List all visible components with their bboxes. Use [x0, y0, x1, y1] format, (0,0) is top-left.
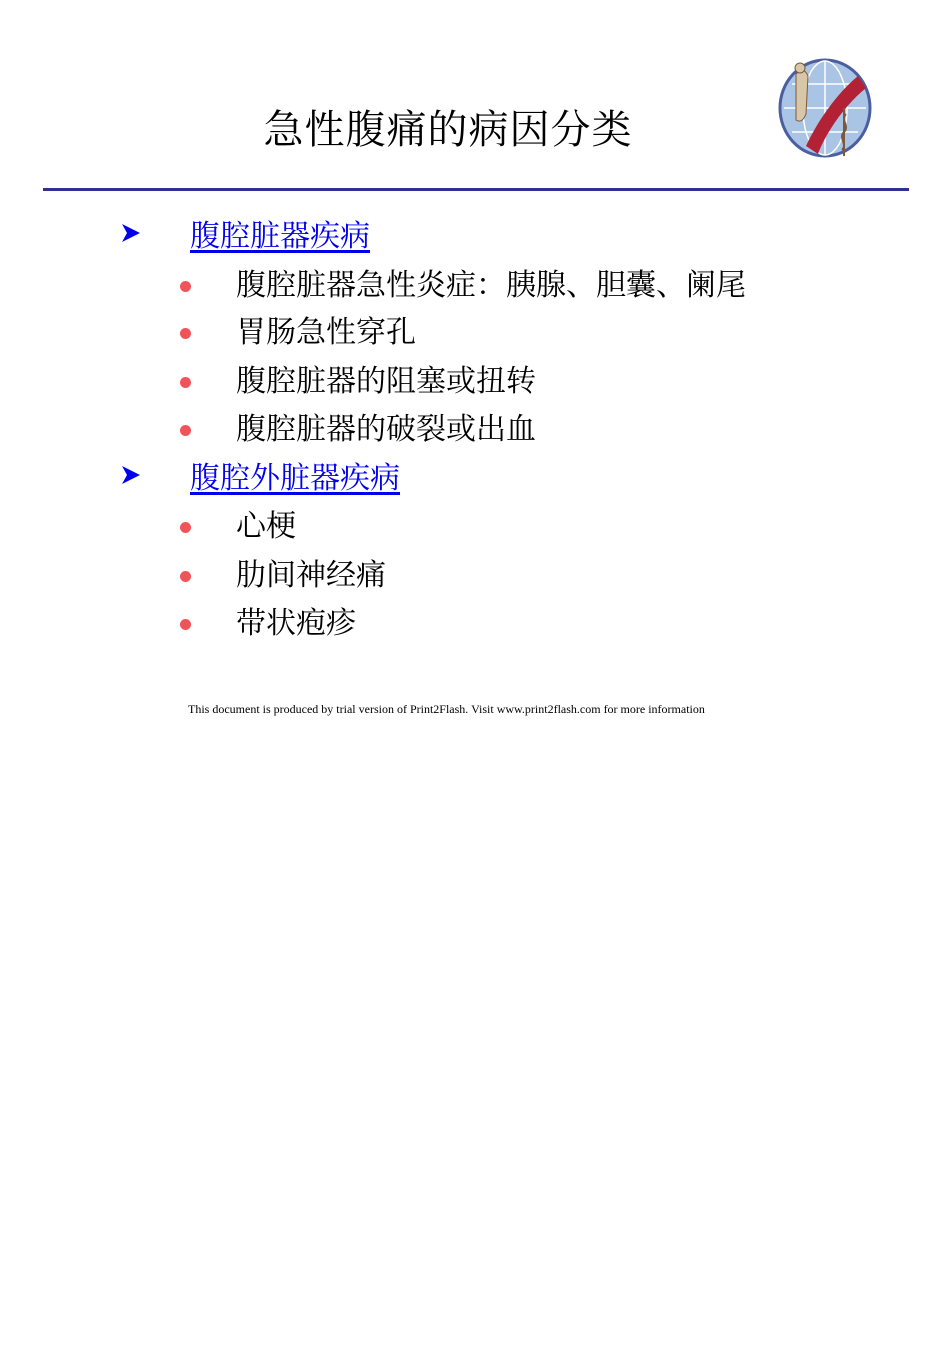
dot-bullet-icon: [180, 377, 191, 388]
list-item: [178, 597, 356, 643]
list-item-text: 胃肠急性穿孔: [236, 315, 416, 350]
arrow-bullet-icon: [120, 210, 190, 256]
wonca-logo: [776, 54, 874, 162]
dot-bullet-icon: [180, 619, 191, 630]
list-item-text: 腹腔脏器的阻塞或扭转: [236, 364, 536, 399]
dot-bullet-icon: [180, 281, 191, 292]
title-divider: [43, 188, 909, 191]
section-heading-row: [120, 210, 370, 256]
list-item-text: 带状疱疹: [236, 606, 356, 641]
list-item: [178, 355, 536, 401]
section-heading-row: [120, 452, 400, 498]
section-heading-link[interactable]: 腹腔外脏器疾病: [190, 461, 400, 496]
list-item-text: 肋间神经痛: [236, 558, 386, 593]
list-item: [178, 306, 416, 352]
dot-bullet-icon: [180, 328, 191, 339]
dot-bullet-icon: [180, 522, 191, 533]
page-title: 急性腹痛的病因分类: [263, 107, 633, 153]
trial-footer-note: This document is produced by trial version of Print2Flash. Visit www.print2flash.com for more information: [188, 702, 705, 716]
dot-bullet-icon: [180, 425, 191, 436]
section-heading-link[interactable]: 腹腔脏器疾病: [190, 219, 370, 254]
dot-bullet-icon: [180, 571, 191, 582]
wonca-globe-icon: [776, 54, 874, 162]
list-item: [178, 259, 746, 305]
list-item: [178, 403, 536, 449]
list-item-text: 心梗: [236, 509, 296, 544]
list-item-text: 腹腔脏器急性炎症：胰腺、胆囊、阑尾: [236, 268, 746, 303]
list-item: [178, 500, 296, 546]
arrow-bullet-icon: [120, 452, 190, 498]
list-item: [178, 549, 386, 595]
list-item-text: 腹腔脏器的破裂或出血: [236, 412, 536, 447]
